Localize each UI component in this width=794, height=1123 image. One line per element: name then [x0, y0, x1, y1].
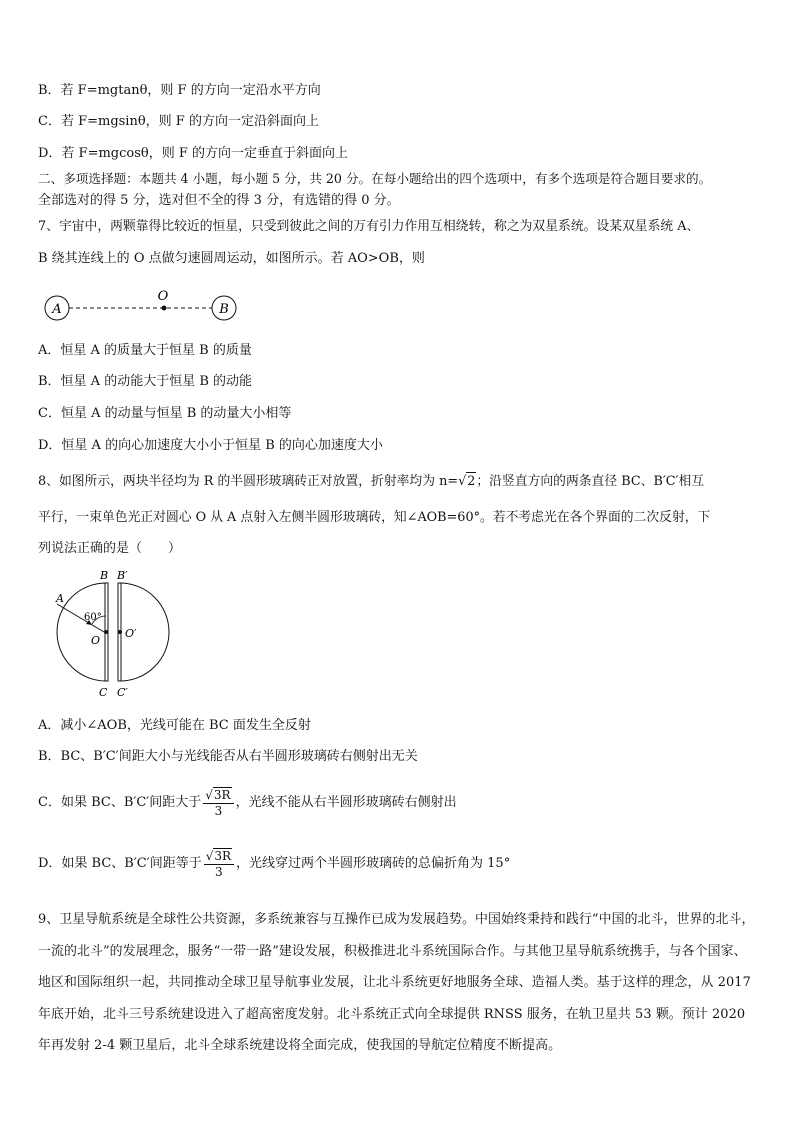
section2-instructions-line2: 全部选对的得 5 分，选对但不全的得 3 分，有选错的得 0 分。 — [38, 193, 400, 208]
q8-option-a: A．减小∠AOB，光线可能在 BC 面发生全反射 — [38, 718, 311, 733]
center-o-label: O — [157, 289, 169, 304]
frac-numerator: 3R — [214, 848, 232, 863]
q7-option-b: B．恒星 A 的动能大于恒星 B 的动能 — [38, 374, 253, 389]
q8-stem-line3: 列说法正确的是（ ） — [38, 541, 182, 556]
frac-sqrt-symbol: √ — [205, 787, 213, 802]
label-angle: 60° — [84, 612, 102, 623]
sqrt-symbol: √ — [458, 474, 467, 489]
q8-option-c-pre: C．如果 BC、B′C′间距大于 — [38, 795, 202, 810]
q6-option-d: D．若 F=mgcosθ，则 F 的方向一定垂直于斜面向上 — [38, 146, 349, 161]
q7-option-c: C．恒星 A 的动量与恒星 B 的动量大小相等 — [38, 406, 292, 421]
fraction-sqrt3r-over-3 — [204, 848, 234, 880]
fraction-sqrt3r-over-3 — [203, 787, 233, 819]
q7-option-a: A．恒星 A 的质量大于恒星 B 的质量 — [38, 343, 252, 358]
sqrt-radicand: 2 — [467, 474, 476, 489]
frac-denominator: 3 — [215, 864, 223, 879]
q8-glass-figure — [40, 566, 180, 702]
q7-option-d: D．恒星 A 的向心加速度大小小于恒星 B 的向心加速度大小 — [38, 438, 383, 453]
q8-option-d-post: ，光线穿过两个半圆形玻璃砖的总偏折角为 15° — [236, 856, 511, 871]
q7-binary-star-figure — [40, 286, 245, 330]
q7-stem-line1: 7、宇宙中，两颗靠得比较近的恒星，只受到彼此之间的万有引力作用互相绕转，称之为双星系统。设某双星系统 A、 — [38, 219, 700, 234]
label-b: B — [100, 569, 109, 582]
q8-stem-line1 — [38, 472, 758, 491]
q9-stem: 9、卫星导航系统是全球性公共资源，多系统兼容与互操作已成为发展趋势。中国始终秉持和践行“中国的北斗，世界的北斗，一流的北斗”的发展理念，服务“一带一路”建设发展，积极推进北斗系统国际合作。与其他卫星导航系统携手，与各个国家、地区和国际组织一起，共同推动全球卫星导航事业发展，让北斗系统更好地服务全球、造福人类。基于这样的理念，从 2017 年底开始，北斗三号系统建设进入了超高密度发射。北斗系统正式向全球提供 RNSS 服务，在轨卫星共 53 颗。预计 2020 年再发射 2-4 颗卫星后，北斗全球系统建设将全面完成，使我国的导航定位精度不断提高。 — [38, 912, 755, 1053]
frac-denominator: 3 — [214, 803, 223, 818]
label-o-prime: O′ — [125, 627, 137, 640]
q8-stem-line1-a: 8、如图所示，两块半径均为 R 的半圆形玻璃砖正对放置，折射率均为 n= — [38, 474, 459, 489]
frac-sqrt-symbol: √ — [205, 848, 214, 863]
point-o — [104, 630, 108, 634]
q8-option-c-post: ，光线不能从右半圆形玻璃砖右侧射出 — [235, 795, 457, 810]
q8-option-d — [38, 845, 758, 889]
point-o-prime — [118, 630, 122, 634]
frac-numerator: 3R — [213, 787, 231, 802]
label-c: C — [99, 686, 108, 699]
center-point-o — [162, 306, 167, 311]
q8-stem-line1-b: ；沿竖直方向的两条直径 BC、B′C′相互 — [476, 474, 705, 489]
q8-option-c — [38, 784, 758, 828]
q6-option-b: B．若 F=mgtanθ，则 F 的方向一定沿水平方向 — [38, 83, 321, 98]
label-o: O — [91, 634, 101, 647]
section2-instructions-line1: 二、多项选择题：本题共 4 小题，每小题 5 分，共 20 分。在每小题给出的四个选项中，有多个选项是符合题目要求的。 — [38, 171, 712, 186]
q8-option-b: B．BC、B′C′间距大小与光线能否从右半圆形玻璃砖右侧射出无关 — [38, 749, 418, 764]
q8-option-d-pre: D．如果 BC、B′C′间距等于 — [38, 856, 202, 871]
label-c-prime: C′ — [117, 686, 128, 699]
q6-option-c: C．若 F=mgsinθ，则 F 的方向一定沿斜面向上 — [38, 114, 319, 129]
left-semicircle-arc — [57, 583, 106, 681]
q7-stem-line2: B 绕其连线上的 O 点做匀速圆周运动，如图所示。若 AO>OB，则 — [38, 251, 425, 266]
star-a-label: A — [52, 302, 62, 317]
q8-stem-line2: 平行，一束单色光正对圆心 O 从 A 点射入左侧半圆形玻璃砖，知∠AOB=60°。若不考虑光在各个界面的二次反射，下 — [38, 510, 711, 525]
star-b-label: B — [219, 302, 229, 317]
label-b-prime: B′ — [117, 569, 128, 582]
label-a: A — [56, 592, 64, 605]
